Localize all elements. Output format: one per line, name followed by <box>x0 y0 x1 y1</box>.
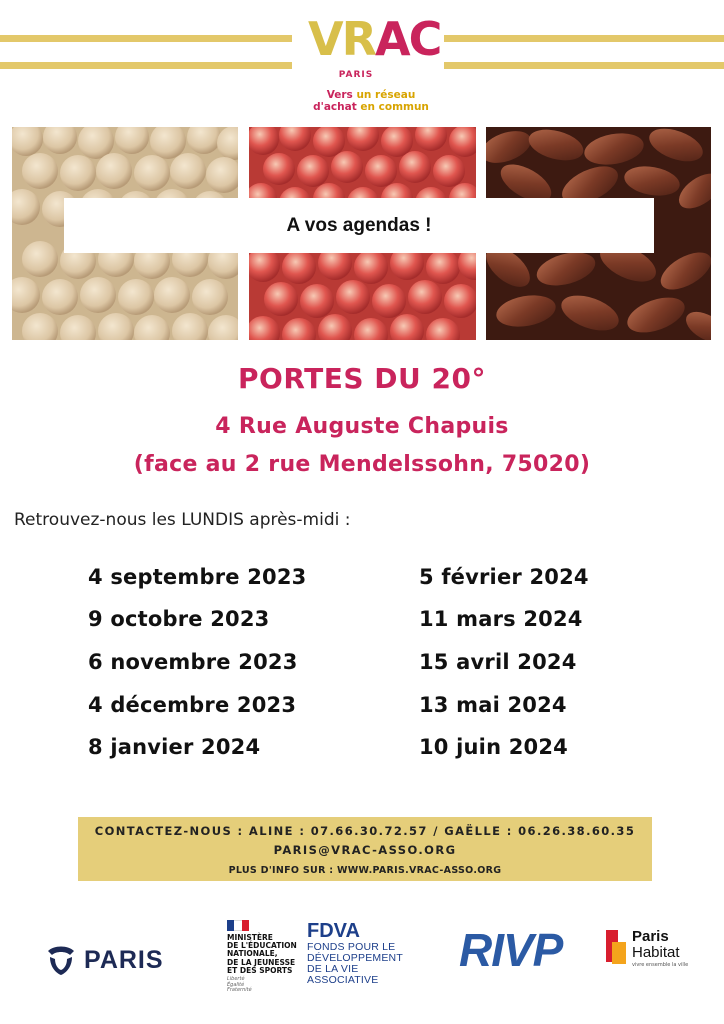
fdva-title: FDVA <box>307 920 360 942</box>
location-title: PORTES DU 20° <box>238 362 486 395</box>
header-stripe-left-top <box>0 35 292 42</box>
date-right-2: 11 mars 2024 <box>419 607 583 631</box>
paris-logo-word: PARIS <box>84 945 164 974</box>
fdva-subtitle: FONDS POUR LE DÉVELOPPEMENT DE LA VIE ASSOCIATIVE <box>307 941 403 986</box>
intro-text: Retrouvez-nous les LUNDIS après-midi : <box>14 510 351 530</box>
date-right-3: 15 avril 2024 <box>419 650 577 674</box>
contact-email[interactable]: PARIS@VRAC-ASSO.ORG <box>273 843 457 857</box>
location-detail: (face au 2 rue Mendelssohn, 75020) <box>133 452 591 477</box>
date-right-5: 10 juin 2024 <box>419 735 568 759</box>
date-left-3: 6 novembre 2023 <box>88 650 298 674</box>
vrac-logo-word: VRAC <box>308 12 441 66</box>
french-flag-icon <box>227 920 249 931</box>
date-left-1: 4 septembre 2023 <box>88 565 307 589</box>
paris-habitat-orange-square-icon <box>612 942 626 964</box>
ministere-name: MINISTÈRE DE L'ÉDUCATION NATIONALE, DE LA JEUNESSE ET DES SPORTS <box>227 933 297 975</box>
paris-boat-icon <box>44 943 78 977</box>
header-stripe-left-bottom <box>0 62 292 69</box>
contact-phones: CONTACTEZ-NOUS : ALINE : 07.66.30.72.57 / GAËLLE : 06.26.38.60.35 <box>94 824 636 838</box>
rivp-logo: RIVP <box>459 924 563 976</box>
header-stripe-right-top <box>444 35 724 42</box>
contact-website[interactable]: PLUS D'INFO SUR : WWW.PARIS.VRAC-ASSO.ORG <box>228 865 502 876</box>
paris-habitat-logo: Paris Habitat vivre ensemble la ville <box>606 930 706 970</box>
ministere-motto: Liberté Égalité Fraternité <box>227 976 252 994</box>
vrac-logo <box>308 8 441 120</box>
location-address: 4 Rue Auguste Chapuis <box>215 414 509 439</box>
header-stripe-right-bottom <box>444 62 724 69</box>
date-left-4: 4 décembre 2023 <box>88 693 297 717</box>
ministere-logo <box>227 920 307 994</box>
date-left-5: 8 janvier 2024 <box>88 735 261 759</box>
fdva-logo <box>307 920 417 986</box>
vrac-logo-city: PARIS <box>338 70 374 80</box>
date-left-2: 9 octobre 2023 <box>88 607 270 631</box>
vrac-tagline: Vers un réseau d'achat en commun <box>313 89 429 113</box>
paris-logo <box>44 940 164 980</box>
date-right-1: 5 février 2024 <box>419 565 589 589</box>
contact-box <box>78 817 652 881</box>
date-right-4: 13 mai 2024 <box>419 693 567 717</box>
agenda-banner: A vos agendas ! <box>64 198 654 253</box>
